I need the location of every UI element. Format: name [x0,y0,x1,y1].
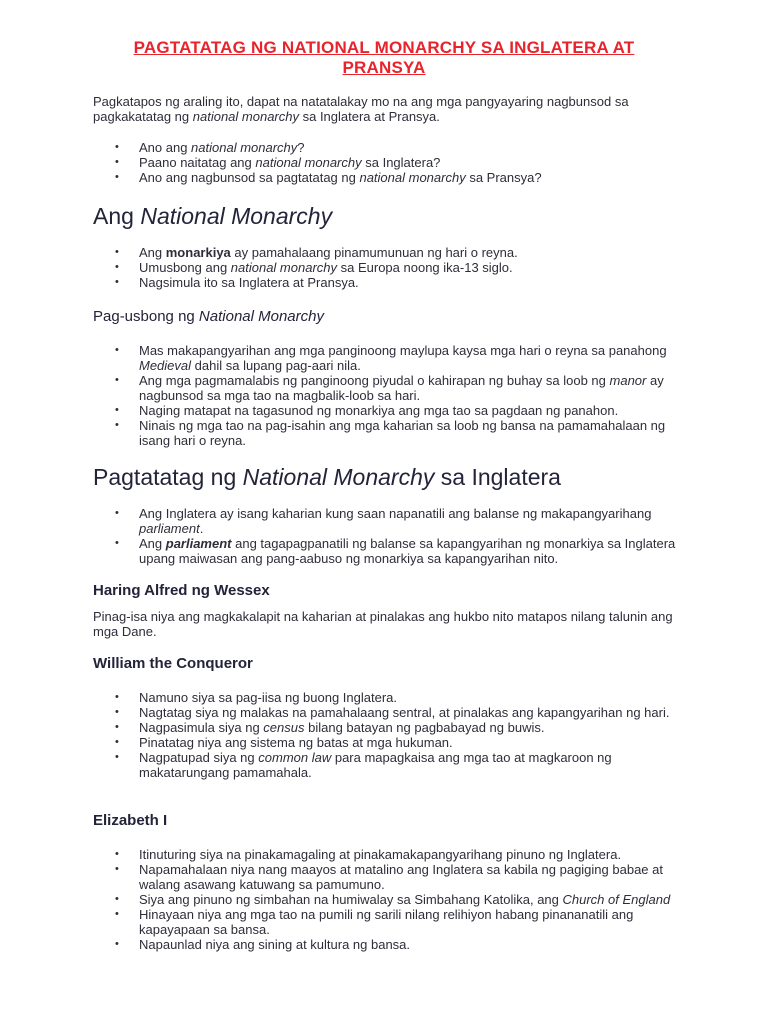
section-heading-national-monarchy: Ang National Monarchy [93,203,333,229]
intro-emphasis: national monarchy [192,109,299,124]
document-title [90,38,678,78]
intro-text: Pagkatapos ng araling ito, dapat na natatalakay mo na ang mga pangyayaring nagbunsod sa pagkakatatag ng [93,94,629,124]
list-item: • Ano ang national monarchy? [93,140,683,155]
list-item: • Ang mga pagmamalabis ng panginoong piyudal o kahirapan ng buhay sa loob ng manor ay nagbunsod sa mga tao na magbalik-loob sa hari. [93,373,683,403]
list-item: • Ninais ng mga tao na pag-isahin ang mga kaharian sa loob ng bansa na pamamahalaan ng isang hari o reyna. [93,418,683,448]
list-item: • Paano naitatag ang national monarchy sa Inglatera? [93,155,683,170]
list-item: • Ang parliament ang tagapagpanatili ng balanse sa kapangyarihan ng monarkiya sa Inglatera upang maiwasan ang pang-aabuso ng monarkiya sa kapangyarihan nito. [93,536,683,566]
subheading-william: William the Conqueror [93,655,253,672]
list-item: • Nagtatag siya ng malakas na pamahalaang sentral, at pinalakas ang kapangyarihan ng hari. [93,705,683,720]
subheading-elizabeth: Elizabeth I [93,812,168,829]
william-list [93,690,683,780]
list-item: • Nagsimula ito sa Inglatera at Pransya. [93,275,683,290]
list-item: • Mas makapangyarihan ang mga panginoong maylupa kaysa mga hari o reyna sa panahong Medieval dahil sa lupang pag-aari nila. [93,343,683,373]
section-heading-inglatera: Pagtatatag ng National Monarchy sa Inglatera [93,464,561,490]
list-item: • Nagpatupad siya ng common law para mapagkaisa ang mga tao at magkaroon ng makatarungang pamamahala. [93,750,683,780]
list-item: • Napaunlad niya ang sining at kultura ng bansa. [93,937,683,952]
list-item: • Ang Inglatera ay isang kaharian kung saan napanatili ang balanse ng makapangyarihang parliament. [93,506,683,536]
list-item: • Naging matapat na tagasunod ng monarkiya ang mga tao sa pagdaan ng panahon. [93,403,683,418]
objective-questions-list [93,140,683,185]
subheading-alfred: Haring Alfred ng Wessex [93,582,270,599]
pag-usbong-list [93,343,683,448]
list-item: • Namuno siya sa pag-iisa ng buong Inglatera. [93,690,683,705]
list-item: • Ang monarkiya ay pamahalaang pinamumunuan ng hari o reyna. [93,245,683,260]
title-line-2: PRANSYA [342,58,426,77]
list-item: • Siya ang pinuno ng simbahan na humiwalay sa Simbahang Katolika, ang Church of England [93,892,683,907]
national-monarchy-list [93,245,683,290]
elizabeth-list [93,847,683,952]
intro-text-end: sa Inglatera at Pransya. [298,109,440,124]
list-item: • Pinatatag niya ang sistema ng batas at mga hukuman. [93,735,683,750]
list-item: • Itinuturing siya na pinakamagaling at pinakamakapangyarihang pinuno ng Inglatera. [93,847,683,862]
subheading-pag-usbong: Pag-usbong ng National Monarchy [93,308,324,325]
list-item: • Ano ang nagbunsod sa pagtatatag ng national monarchy sa Pransya? [93,170,683,185]
intro-paragraph [93,94,683,124]
list-item: • Napamahalaan niya nang maayos at matalino ang Inglatera sa kabila ng pagiging babae at walang asawang katuwang sa pamumuno. [93,862,683,892]
list-item: • Nagpasimula siya ng census bilang batayan ng pagbabayad ng buwis. [93,720,683,735]
alfred-paragraph: Pinag-isa niya ang magkakalapit na kaharian at pinalakas ang hukbo nito matapos nilang talunin ang mga Dane. [93,609,673,639]
inglatera-list [93,506,683,566]
list-item: • Hinayaan niya ang mga tao na pumili ng sarili nilang relihiyon habang pinananatili ang kapayapaan sa bansa. [93,907,683,937]
title-line-1: PAGTATATAG NG NATIONAL MONARCHY SA INGLATERA AT [133,38,635,57]
list-item: • Umusbong ang national monarchy sa Europa noong ika-13 siglo. [93,260,683,275]
